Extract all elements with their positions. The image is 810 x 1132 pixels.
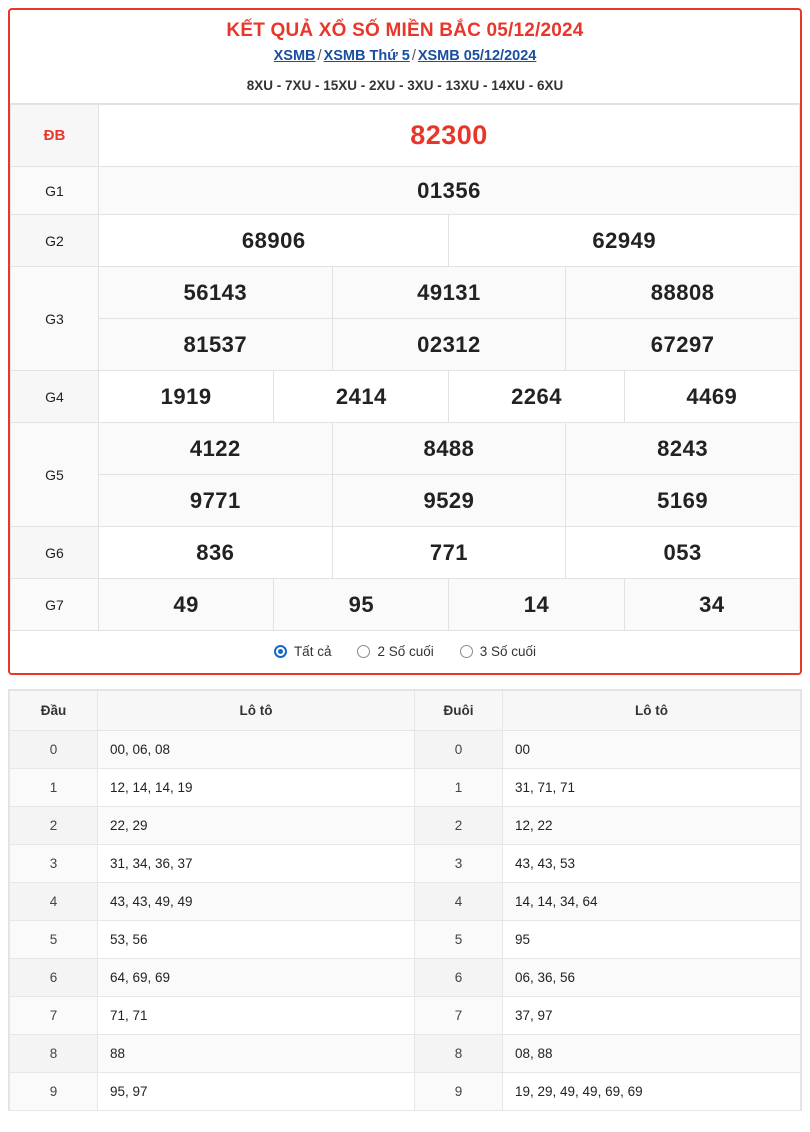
loto-header-duoi: Đuôi (415, 691, 503, 731)
breadcrumb-separator-1: / (317, 48, 322, 64)
loto-duoi-values: 43, 43, 53 (503, 845, 801, 883)
prize-value-g6-3: 053 (566, 527, 800, 579)
option-all[interactable] (274, 644, 332, 659)
prize-value-g5-4: 9771 (99, 475, 333, 527)
loto-duoi-key: 8 (415, 1035, 503, 1073)
prize-value-g5-2: 8488 (332, 423, 566, 475)
prize-value-g7-2: 95 (274, 579, 449, 631)
loto-header-row (10, 691, 801, 731)
loto-dau-key: 5 (10, 921, 98, 959)
prize-value-g5-1: 4122 (99, 423, 333, 475)
loto-header-loto-dau: Lô tô (98, 691, 415, 731)
loto-duoi-values: 00 (503, 731, 801, 769)
radio-3-last-digits-icon[interactable] (460, 645, 473, 658)
prize-row-g3-a (11, 267, 800, 319)
radio-2-last-digits-icon[interactable] (357, 645, 370, 658)
loto-dau-key: 8 (10, 1035, 98, 1073)
loto-dau-values: 53, 56 (98, 921, 415, 959)
table-row (10, 807, 801, 845)
prize-label-g7: G7 (11, 579, 99, 631)
prize-value-g2-2: 62949 (449, 215, 800, 267)
loto-dau-values: 00, 06, 08 (98, 731, 415, 769)
prize-label-g6: G6 (11, 527, 99, 579)
filter-options (10, 631, 800, 673)
loto-duoi-values: 08, 88 (503, 1035, 801, 1073)
prize-value-g6-2: 771 (332, 527, 566, 579)
prize-label-g1: G1 (11, 167, 99, 215)
prize-value-g3-5: 02312 (332, 319, 566, 371)
loto-duoi-values: 19, 29, 49, 49, 69, 69 (503, 1073, 801, 1111)
prize-value-g5-3: 8243 (566, 423, 800, 475)
loto-duoi-key: 3 (415, 845, 503, 883)
loto-header-dau: Đầu (10, 691, 98, 731)
prize-row-db (11, 105, 800, 167)
table-row (10, 1073, 801, 1111)
prize-value-g7-4: 34 (624, 579, 799, 631)
loto-summary (8, 689, 802, 1111)
loto-dau-values: 43, 43, 49, 49 (98, 883, 415, 921)
table-row (10, 883, 801, 921)
prize-value-g3-2: 49131 (332, 267, 566, 319)
prize-value-g3-4: 81537 (99, 319, 333, 371)
prize-value-g7-1: 49 (99, 579, 274, 631)
loto-dau-key: 9 (10, 1073, 98, 1111)
loto-duoi-key: 4 (415, 883, 503, 921)
breadcrumb (10, 46, 800, 72)
table-row (10, 731, 801, 769)
prize-row-g6 (11, 527, 800, 579)
loto-dau-values: 95, 97 (98, 1073, 415, 1111)
loto-duoi-values: 31, 71, 71 (503, 769, 801, 807)
prize-row-g3-b (11, 319, 800, 371)
loto-dau-key: 1 (10, 769, 98, 807)
prize-value-g2-1: 68906 (99, 215, 449, 267)
prize-row-g5-b (11, 475, 800, 527)
loto-dau-values: 64, 69, 69 (98, 959, 415, 997)
prize-row-g1 (11, 167, 800, 215)
loto-duoi-key: 1 (415, 769, 503, 807)
loto-dau-key: 3 (10, 845, 98, 883)
prize-value-g4-2: 2414 (274, 371, 449, 423)
prize-table (10, 104, 800, 631)
loto-duoi-key: 7 (415, 997, 503, 1035)
breadcrumb-link-xsmb-date[interactable]: XSMB 05/12/2024 (417, 48, 537, 64)
loto-duoi-values: 37, 97 (503, 997, 801, 1035)
prize-row-g7 (11, 579, 800, 631)
loto-dau-values: 12, 14, 14, 19 (98, 769, 415, 807)
loto-duoi-values: 95 (503, 921, 801, 959)
prize-value-g3-6: 67297 (566, 319, 800, 371)
prize-value-g6-1: 836 (99, 527, 333, 579)
prize-label-g3: G3 (11, 267, 99, 371)
loto-dau-key: 6 (10, 959, 98, 997)
loto-dau-key: 2 (10, 807, 98, 845)
prize-value-g1-1: 01356 (99, 167, 800, 215)
prize-label-g2: G2 (11, 215, 99, 267)
prize-value-g4-4: 4469 (624, 371, 799, 423)
loto-dau-values: 88 (98, 1035, 415, 1073)
prize-value-g4-1: 1919 (99, 371, 274, 423)
loto-duoi-key: 9 (415, 1073, 503, 1111)
prize-value-g5-5: 9529 (332, 475, 566, 527)
option-3-last-digits[interactable] (460, 644, 536, 659)
prize-row-g5-a (11, 423, 800, 475)
table-row (10, 1035, 801, 1073)
prize-row-g2 (11, 215, 800, 267)
subheading-xu-line: 8XU - 7XU - 15XU - 2XU - 3XU - 13XU - 14XU - 6XU (10, 72, 800, 104)
table-row (10, 997, 801, 1035)
loto-header-loto-duoi: Lô tô (503, 691, 801, 731)
loto-duoi-values: 06, 36, 56 (503, 959, 801, 997)
loto-table (9, 690, 801, 1111)
loto-duoi-key: 0 (415, 731, 503, 769)
prize-value-g7-3: 14 (449, 579, 624, 631)
loto-duoi-key: 2 (415, 807, 503, 845)
loto-duoi-values: 14, 14, 34, 64 (503, 883, 801, 921)
table-row (10, 921, 801, 959)
breadcrumb-separator-2: / (411, 48, 416, 64)
prize-label-db: ĐB (11, 105, 99, 167)
table-row (10, 959, 801, 997)
table-row (10, 769, 801, 807)
prize-label-g4: G4 (11, 371, 99, 423)
option-2-last-digits-label: 2 Số cuối (377, 644, 434, 659)
prize-value-db-1: 82300 (99, 105, 800, 167)
prize-value-g3-3: 88808 (566, 267, 800, 319)
lottery-result-panel (8, 8, 802, 675)
prize-row-g4 (11, 371, 800, 423)
radio-all-icon[interactable] (274, 645, 287, 658)
prize-value-g4-3: 2264 (449, 371, 624, 423)
loto-dau-values: 71, 71 (98, 997, 415, 1035)
table-row (10, 845, 801, 883)
loto-dau-key: 0 (10, 731, 98, 769)
option-3-last-digits-label: 3 Số cuối (479, 644, 537, 659)
loto-dau-values: 22, 29 (98, 807, 415, 845)
option-2-last-digits[interactable] (357, 644, 433, 659)
loto-duoi-key: 5 (415, 921, 503, 959)
prize-label-g5: G5 (11, 423, 99, 527)
loto-dau-key: 7 (10, 997, 98, 1035)
prize-value-g5-6: 5169 (566, 475, 800, 527)
page-title: KẾT QUẢ XỔ SỐ MIỀN BẮC 05/12/2024 (226, 20, 584, 41)
loto-dau-key: 4 (10, 883, 98, 921)
breadcrumb-link-xsmb-thu-5[interactable]: XSMB Thứ 5 (323, 48, 410, 64)
loto-duoi-values: 12, 22 (503, 807, 801, 845)
loto-duoi-key: 6 (415, 959, 503, 997)
prize-value-g3-1: 56143 (99, 267, 333, 319)
breadcrumb-link-xsmb[interactable]: XSMB (273, 48, 316, 64)
option-all-label: Tất cả (293, 644, 332, 659)
loto-dau-values: 31, 34, 36, 37 (98, 845, 415, 883)
